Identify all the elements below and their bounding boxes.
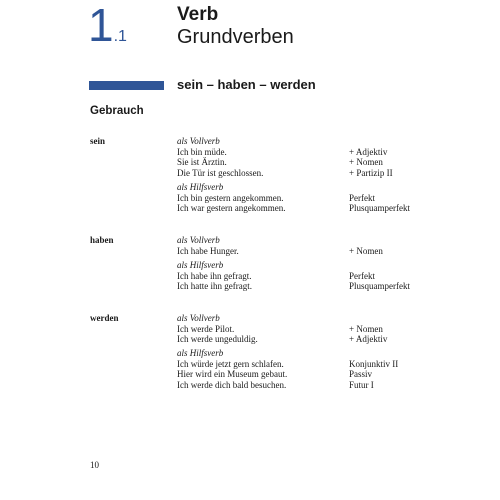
example-line: Ich hatte ihn gefragt. [177, 281, 252, 291]
group-type: als Vollverb [177, 136, 220, 146]
usage-heading: Gebrauch [90, 105, 144, 117]
section-accent-bar [89, 81, 164, 90]
example-line: Ich habe Hunger. [177, 245, 239, 256]
grammar-note: Passiv [349, 369, 373, 379]
chapter-title: Verb [177, 4, 219, 25]
example-line: Ich bin müde. [177, 146, 227, 157]
grammar-note: + Nomen [349, 245, 383, 256]
group-type: als Hilfsverb [177, 348, 224, 358]
group-type: als Vollverb [177, 313, 220, 323]
example-line: Hier wird ein Museum gebaut. [177, 369, 288, 379]
grammar-note: + Partizip II [349, 167, 393, 178]
example-line: Ich war gestern angekommen. [177, 203, 286, 213]
example-line: Die Tür ist geschlossen. [177, 167, 264, 178]
group-type: als Hilfsverb [177, 182, 224, 192]
example-line: Ich würde jetzt gern schlafen. [177, 358, 284, 369]
example-line: Sie ist Ärztin. [177, 157, 227, 167]
grammar-note: Perfekt [349, 192, 375, 203]
example-line: Ich werde Pilot. [177, 323, 235, 334]
grammar-note: Plusquamperfekt [349, 203, 410, 213]
verb-label-werden: werden [90, 313, 119, 323]
example-line: Ich bin gestern angekommen. [177, 192, 284, 203]
chapter-number-main: 1 [88, 0, 114, 51]
chapter-subtitle: Grundverben [177, 25, 294, 48]
grammar-note: Konjunktiv II [349, 358, 399, 369]
example-line: Ich werde ungeduldig. [177, 334, 258, 344]
chapter-number [88, 0, 127, 51]
group-type: als Vollverb [177, 235, 220, 245]
grammar-note: + Adjektiv [349, 146, 388, 157]
page-number: 10 [90, 460, 99, 470]
section-title: sein – haben – werden [177, 77, 316, 92]
group-type: als Hilfsverb [177, 260, 224, 270]
example-line: Ich habe ihn gefragt. [177, 270, 252, 281]
grammar-note: + Nomen [349, 157, 383, 167]
grammar-note: + Nomen [349, 323, 383, 334]
grammar-note: + Adjektiv [349, 334, 388, 344]
chapter-number-sub: .1 [113, 28, 127, 45]
chapter-title-block [177, 4, 294, 49]
grammar-note: Perfekt [349, 270, 375, 281]
grammar-note: Plusquamperfekt [349, 281, 410, 291]
verb-label-haben: haben [90, 235, 114, 245]
verb-label-sein: sein [90, 136, 106, 146]
example-line: Ich werde dich bald besuchen. [177, 379, 287, 390]
grammar-note: Futur I [349, 379, 374, 390]
